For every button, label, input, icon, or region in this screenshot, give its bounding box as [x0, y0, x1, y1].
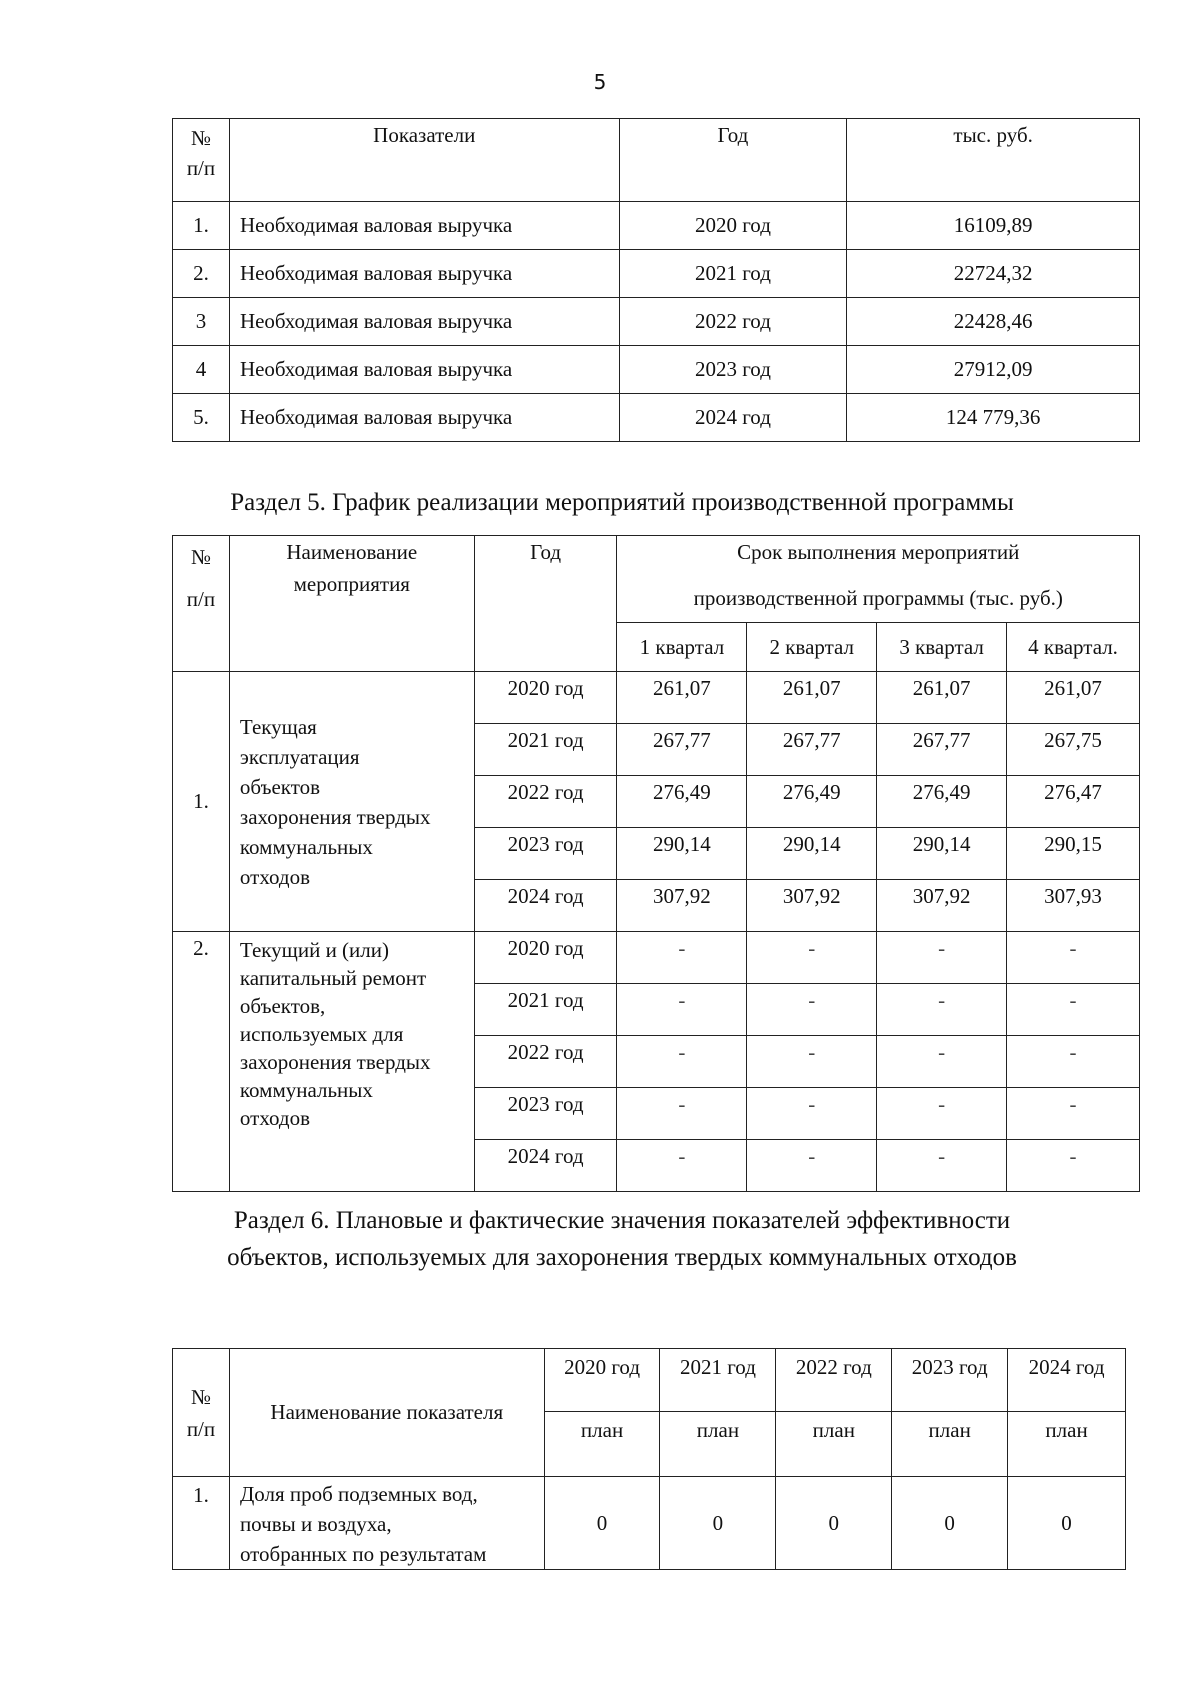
quarter-value-3: 267,77	[877, 724, 1007, 776]
header-plan: план	[892, 1412, 1008, 1477]
quarter-value-2: 267,77	[747, 724, 877, 776]
header-year: Год	[474, 536, 617, 672]
quarter-value-1: -	[617, 932, 747, 984]
header-year-2023: 2023 год	[892, 1349, 1008, 1412]
table-row	[173, 250, 1140, 298]
row-value: 27912,09	[847, 346, 1140, 394]
row-indicator: Необходимая валовая выручка	[229, 394, 619, 442]
plan-value: 0	[892, 1477, 1008, 1570]
quarter-value-1: 261,07	[617, 672, 747, 724]
section5-title: Раздел 5. График реализации мероприятий производственной программы	[230, 489, 1014, 516]
quarter-value-1: 290,14	[617, 828, 747, 880]
quarter-value-3: -	[877, 1140, 1007, 1192]
revenue-table	[172, 118, 1140, 442]
plan-value: 0	[776, 1477, 892, 1570]
quarter-value-2: 261,07	[747, 672, 877, 724]
row-num: 1.	[173, 202, 230, 250]
row-year: 2024 год	[619, 394, 847, 442]
plan-value: 0	[1008, 1477, 1126, 1570]
quarter-value-2: -	[747, 1088, 877, 1140]
quarter-value-1: -	[617, 1140, 747, 1192]
quarter-value-1: 276,49	[617, 776, 747, 828]
header-activity-name: Наименование мероприятия	[229, 536, 474, 672]
header-year-2021: 2021 год	[660, 1349, 776, 1412]
page-number: 5	[593, 70, 607, 94]
table-row	[173, 202, 1140, 250]
header-num: № п/п	[173, 536, 230, 672]
quarter-value-3: -	[877, 932, 1007, 984]
quarter-value-1: 267,77	[617, 724, 747, 776]
row-indicator: Необходимая валовая выручка	[229, 250, 619, 298]
header-plan: план	[1008, 1412, 1126, 1477]
row-year: 2024 год	[474, 880, 617, 932]
section6-title: Раздел 6. Плановые и фактические значения показателей эффективности объектов, используемых для захоронения твердых коммунальных отходов	[227, 1207, 1017, 1271]
quarter-value-3: 276,49	[877, 776, 1007, 828]
row-value: 124 779,36	[847, 394, 1140, 442]
quarter-value-2: -	[747, 1036, 877, 1088]
header-year: Год	[619, 119, 847, 202]
header-plan: план	[544, 1412, 660, 1477]
row-year: 2023 год	[474, 1088, 617, 1140]
row-year: 2021 год	[474, 984, 617, 1036]
group-num: 2.	[173, 932, 230, 1192]
header-term-line2: производственной программы (тыс. руб.)	[617, 580, 1140, 623]
quarter-value-2: 290,14	[747, 828, 877, 880]
header-quarter-3: 3 квартал	[877, 623, 1007, 672]
row-indicator: Необходимая валовая выручка	[229, 346, 619, 394]
schedule-table	[172, 535, 1140, 1192]
table-row	[173, 298, 1140, 346]
quarter-value-4: 276,47	[1007, 776, 1140, 828]
row-year: 2020 год	[619, 202, 847, 250]
quarter-value-3: 307,92	[877, 880, 1007, 932]
header-num: № п/п	[173, 1349, 230, 1477]
quarter-value-1: -	[617, 984, 747, 1036]
group-activity-name: Текущий и (или) капитальный ремонт объектов, используемых для захоронения твердых коммунальных отходов	[229, 932, 474, 1192]
row-num: 5.	[173, 394, 230, 442]
plan-value: 0	[544, 1477, 660, 1570]
group-num: 1.	[173, 672, 230, 932]
quarter-value-3: -	[877, 1088, 1007, 1140]
quarter-value-3: 290,14	[877, 828, 1007, 880]
row-value: 22724,32	[847, 250, 1140, 298]
row-value: 22428,46	[847, 298, 1140, 346]
row-indicator: Необходимая валовая выручка	[229, 202, 619, 250]
header-indicators: Показатели	[229, 119, 619, 202]
quarter-value-2: -	[747, 984, 877, 1036]
quarter-value-2: 307,92	[747, 880, 877, 932]
row-year: 2020 год	[474, 932, 617, 984]
quarter-value-1: -	[617, 1036, 747, 1088]
quarter-value-3: -	[877, 1036, 1007, 1088]
group-activity-name: Текущая эксплуатация объектов захоронения твердых коммунальных отходов	[229, 672, 474, 932]
row-year: 2023 год	[619, 346, 847, 394]
table-row	[173, 672, 1140, 724]
row-year: 2020 год	[474, 672, 617, 724]
quarter-value-3: 261,07	[877, 672, 1007, 724]
header-year-2020: 2020 год	[544, 1349, 660, 1412]
quarter-value-4: 267,75	[1007, 724, 1140, 776]
header-num: № п/п	[173, 119, 230, 202]
quarter-value-4: 261,07	[1007, 672, 1140, 724]
efficiency-header-row-1	[173, 1349, 1126, 1412]
header-plan: план	[660, 1412, 776, 1477]
row-num: 4	[173, 346, 230, 394]
quarter-value-2: -	[747, 1140, 877, 1192]
table-row	[173, 932, 1140, 984]
row-num: 3	[173, 298, 230, 346]
header-thousand-rub: тыс. руб.	[847, 119, 1140, 202]
header-quarter-1: 1 квартал	[617, 623, 747, 672]
row-year: 2022 год	[619, 298, 847, 346]
quarter-value-4: -	[1007, 984, 1140, 1036]
header-plan: план	[776, 1412, 892, 1477]
quarter-value-4: -	[1007, 932, 1140, 984]
plan-value: 0	[660, 1477, 776, 1570]
efficiency-table	[172, 1348, 1126, 1570]
row-value: 16109,89	[847, 202, 1140, 250]
header-term-line1: Срок выполнения мероприятий	[617, 536, 1140, 581]
quarter-value-1: 307,92	[617, 880, 747, 932]
quarter-value-4: -	[1007, 1088, 1140, 1140]
quarter-value-4: -	[1007, 1140, 1140, 1192]
table-row	[173, 346, 1140, 394]
quarter-value-1: -	[617, 1088, 747, 1140]
row-num: 1.	[173, 1477, 230, 1570]
quarter-value-2: -	[747, 932, 877, 984]
quarter-value-3: -	[877, 984, 1007, 1036]
row-year: 2023 год	[474, 828, 617, 880]
schedule-header-row-1	[173, 536, 1140, 581]
row-indicator: Необходимая валовая выручка	[229, 298, 619, 346]
row-year: 2022 год	[474, 1036, 617, 1088]
quarter-value-4: -	[1007, 1036, 1140, 1088]
quarter-value-2: 276,49	[747, 776, 877, 828]
header-indicator-name: Наименование показателя	[229, 1349, 544, 1477]
header-quarter-4: 4 квартал.	[1007, 623, 1140, 672]
row-num: 2.	[173, 250, 230, 298]
table-row	[173, 394, 1140, 442]
row-indicator-name: Доля проб подземных вод, почвы и воздуха, отобранных по результатам	[229, 1477, 544, 1570]
row-year: 2022 год	[474, 776, 617, 828]
row-year: 2021 год	[619, 250, 847, 298]
quarter-value-4: 307,93	[1007, 880, 1140, 932]
header-quarter-2: 2 квартал	[747, 623, 877, 672]
row-year: 2021 год	[474, 724, 617, 776]
header-year-2024: 2024 год	[1008, 1349, 1126, 1412]
table-row	[173, 1477, 1126, 1570]
quarter-value-4: 290,15	[1007, 828, 1140, 880]
row-year: 2024 год	[474, 1140, 617, 1192]
table-header-row	[173, 119, 1140, 202]
header-year-2022: 2022 год	[776, 1349, 892, 1412]
